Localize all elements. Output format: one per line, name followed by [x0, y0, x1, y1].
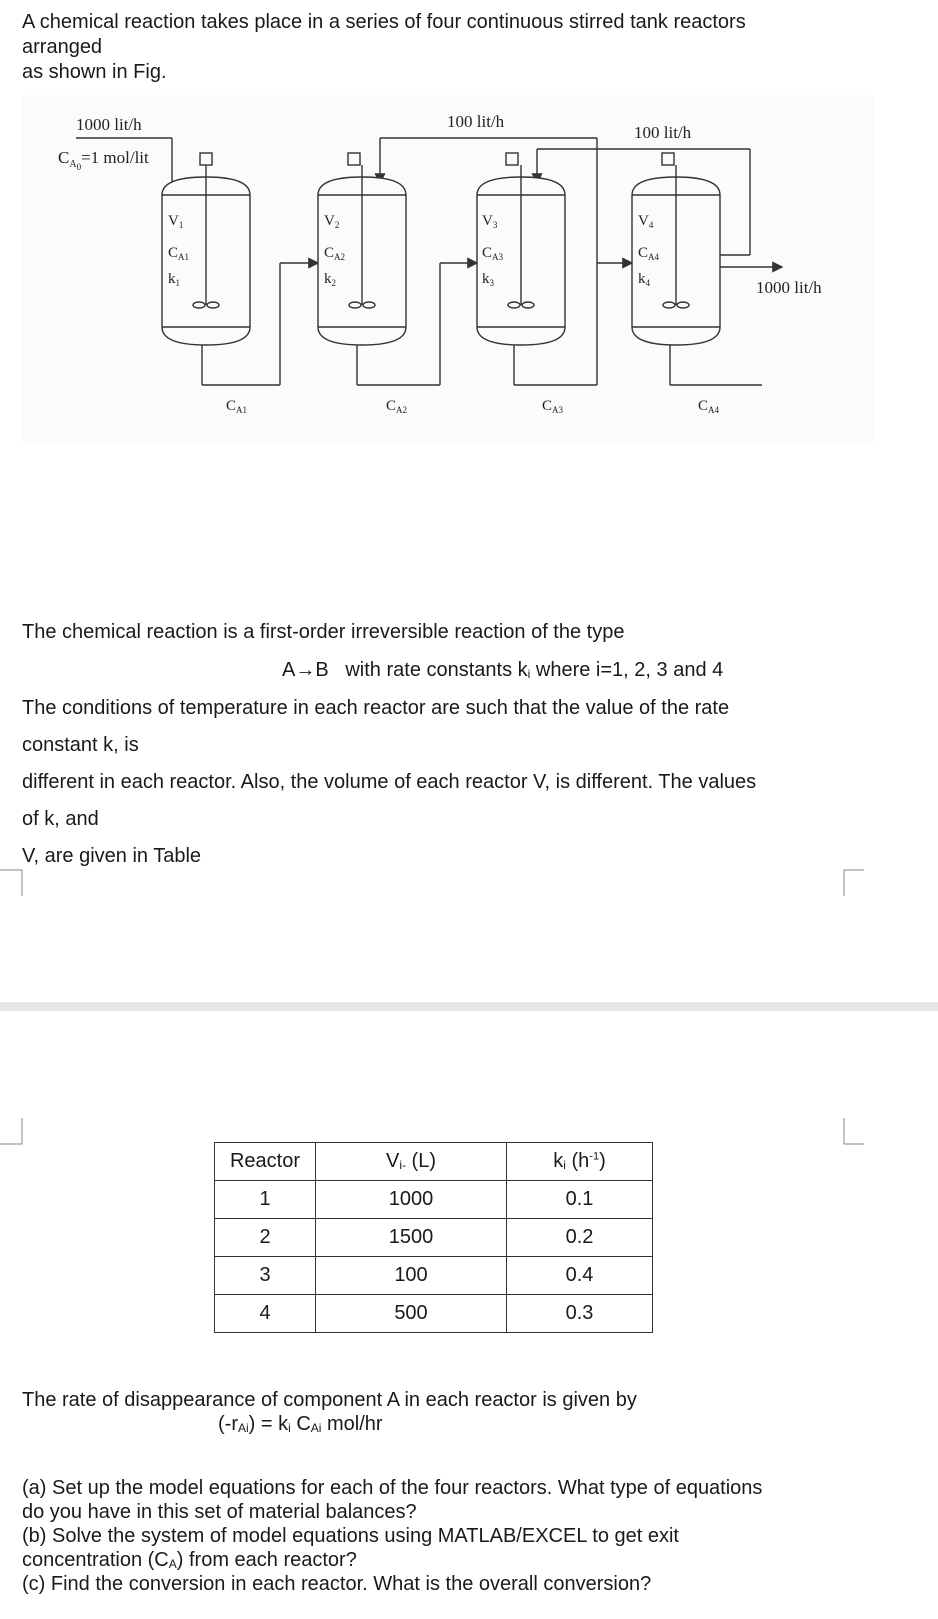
conditions-line-1: The conditions of temperature in each reactor are such that the value of the rate [22, 697, 730, 719]
svg-text:V3: $V_3$ [482, 213, 498, 230]
feed-conc-label: $C_A0=1$ mol/lit [58, 148, 149, 172]
table-cell: 0.4 [507, 1257, 653, 1295]
table-row [215, 1181, 653, 1219]
reaction-description: The chemical reaction is a first-order irreversible reaction of the type [22, 621, 625, 643]
question-a-line-1: (a) Set up the model equations for each of the four reactors. What type of equations [22, 1477, 763, 1499]
svg-text:CA2: $C_{A2}$ [324, 245, 346, 262]
svg-text:CA4: $C_{A4}$ [698, 398, 720, 415]
svg-text:k2: $k_2$ [324, 271, 336, 288]
conditions-line-4: of k, and [22, 808, 99, 830]
svg-text:k1: $k_1$ [168, 271, 180, 288]
table-cell: 4 [215, 1295, 316, 1333]
svg-text:CA4: $C_{A4}$ [638, 245, 660, 262]
recycle-flow-2-label: 100 lit/h [634, 123, 692, 142]
corner-mark-bottom-left [0, 1118, 24, 1148]
reactor-diagram [22, 95, 874, 445]
table-header-row [215, 1143, 653, 1181]
table-cell: 1 [215, 1181, 316, 1219]
table-cell: 0.2 [507, 1219, 653, 1257]
table-row [215, 1295, 653, 1333]
table-cell: 1500 [316, 1219, 507, 1257]
intro-line-3: as shown in Fig. [22, 61, 167, 83]
reactor-diagram-svg [22, 95, 874, 445]
header-reactor: Reactor [215, 1143, 316, 1181]
header-rate-constant: $k_i$ $(h^{-1})$ [507, 1143, 653, 1181]
svg-text:k3: $k_3$ [482, 271, 494, 288]
product-flow-label: 1000 lit/h [756, 278, 822, 297]
question-b-line-2: concentration $(C_A)$ from each reactor? [22, 1549, 357, 1571]
corner-mark-bottom-right [842, 1118, 866, 1148]
header-volume: $V_{i-}$ (L) [316, 1143, 507, 1181]
svg-text:CA3: $C_{A3}$ [542, 398, 564, 415]
question-a-line-2: do you have in this set of material balances? [22, 1501, 417, 1523]
table-cell: 0.1 [507, 1181, 653, 1219]
svg-text:CA1: $C_{A1}$ [226, 398, 248, 415]
table-cell: 0.3 [507, 1295, 653, 1333]
table-row [215, 1219, 653, 1257]
table-cell: 1000 [316, 1181, 507, 1219]
intro-line-2: arranged [22, 36, 103, 58]
reaction-equation-line: A→B with rate constants $k_i$ where i=1, 2, 3 and 4 [282, 659, 724, 681]
intro-line-1: A chemical reaction takes place in a series of four continuous stirred tank reactors [22, 11, 746, 33]
table-row [215, 1257, 653, 1295]
page-separator [0, 1002, 938, 1011]
table-cell: 500 [316, 1295, 507, 1333]
svg-text:CA2: $C_{A2}$ [386, 398, 408, 415]
svg-text:k4: $k_4$ [638, 271, 650, 288]
svg-text:V4: $V_4$ [638, 213, 654, 230]
corner-mark-top-left [0, 868, 24, 898]
rate-equation: $(-r_{Ai}) = k_i$ $C_{Ai}$ mol/hr [218, 1413, 383, 1435]
recycle-flow-1-label: 100 lit/h [447, 112, 505, 131]
svg-text:CA3: $C_{A3}$ [482, 245, 504, 262]
feed-flow-label: 1000 lit/h [76, 115, 142, 134]
table-cell: 100 [316, 1257, 507, 1295]
reaction-equation: A→B [282, 659, 329, 681]
question-b-line-1: (b) Solve the system of model equations using MATLAB/EXCEL to get exit [22, 1525, 679, 1547]
reactor-data-table [214, 1142, 653, 1333]
conditions-line-3: different in each reactor. Also, the volume of each reactor V, is different. The values [22, 771, 757, 793]
conditions-line-2: constant k, is [22, 734, 139, 756]
table-cell: 3 [215, 1257, 316, 1295]
table-cell: 2 [215, 1219, 316, 1257]
question-c-line-1: (c) Find the conversion in each reactor. What is the overall conversion? [22, 1573, 652, 1595]
corner-mark-top-right [842, 868, 866, 898]
svg-text:V1: $V_1$ [168, 213, 184, 230]
svg-text:CA1: $C_{A1}$ [168, 245, 190, 262]
conditions-line-5: V, are given in Table [22, 845, 202, 867]
svg-text:V2: $V_2$ [324, 213, 340, 230]
rate-description: The rate of disappearance of component A in each reactor is given by [22, 1389, 637, 1411]
